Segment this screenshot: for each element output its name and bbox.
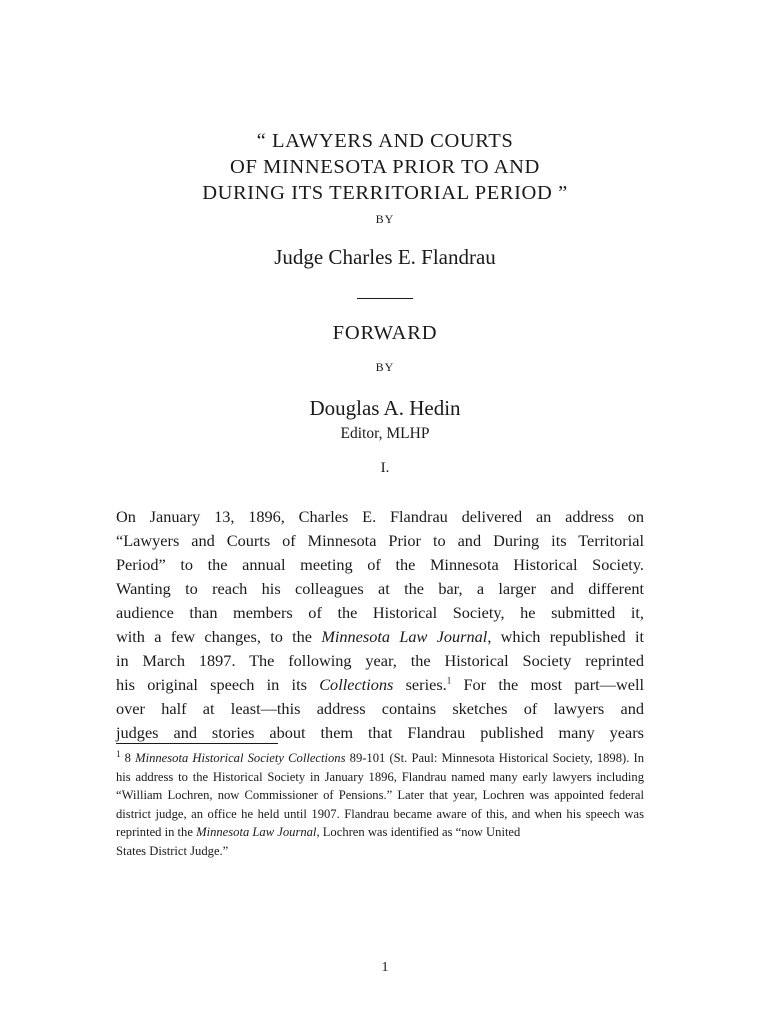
- author-name: Judge Charles E. Flandrau: [274, 245, 496, 269]
- title-line-3: DURING ITS TERRITORIAL PERIOD ”: [202, 182, 568, 204]
- body-line: [116, 673, 644, 697]
- journal-title: Minnesota Law Journal: [321, 627, 488, 646]
- body-text-run: with a few changes, to the: [116, 627, 322, 646]
- body-line: judges and stories about them that Flandrau published many years: [116, 723, 644, 742]
- body-line: “Lawyers and Courts of Minnesota Prior to and During its Territorial: [116, 531, 644, 550]
- body-text-run: For the most part—well: [451, 675, 645, 694]
- footnote-text-run: 89-101 (St. Paul: Minnesota Historical Society, 1898). In his address to the Historical Society in January 1896, Flandrau named many early lawyers including “William Lochren, now Commissioner of Pensions.” Later that year, Lochren was appointed federal district judge, an office he held until 1907. Flandrau became aware of this, and when his speech was reprinted in the: [116, 751, 645, 839]
- page-number: 1: [381, 960, 389, 975]
- body-paragraph: [116, 505, 644, 745]
- footnote-divider: [116, 743, 278, 744]
- footnote-journal-title: Minnesota Law Journal: [196, 825, 317, 839]
- footnote-citation-title: Minnesota Historical Society Collections: [135, 751, 346, 765]
- body-text-run: , which republished it: [487, 627, 645, 646]
- footnote-body: [116, 749, 644, 842]
- section-number: I.: [380, 460, 390, 476]
- title-line-1: “ LAWYERS AND COURTS: [256, 130, 514, 152]
- collections-title: Collections: [319, 675, 394, 694]
- footnote-text-run: 8: [120, 751, 136, 765]
- body-line: [116, 625, 644, 649]
- footnote-reference[interactable]: 1: [446, 675, 452, 686]
- title-divider: [357, 298, 413, 299]
- body-line: Wanting to reach his colleagues at the bar, a larger and different: [116, 579, 644, 598]
- footnote: [116, 749, 644, 860]
- footnote-text-run: , Lochren was identified as “now United: [316, 825, 521, 839]
- body-text-run: series.: [393, 675, 447, 694]
- body-text-run: his original speech in its: [116, 675, 320, 694]
- footnote-marker: 1: [116, 748, 121, 759]
- body-line: Period” to the annual meeting of the Minnesota Historical Society.: [116, 555, 644, 574]
- body-line: over half at least—this address contains sketches of lawyers and: [116, 699, 644, 718]
- by-label-author: BY: [375, 212, 395, 226]
- footnote-last-line: States District Judge.”: [116, 843, 229, 858]
- document-title: [0, 128, 770, 206]
- title-line-2: OF MINNESOTA PRIOR TO AND: [230, 156, 540, 178]
- body-line: in March 1897. The following year, the Historical Society reprinted: [116, 651, 644, 670]
- forward-heading: FORWARD: [332, 322, 438, 344]
- editor-role: Editor, MLHP: [340, 425, 430, 442]
- body-line: On January 13, 1896, Charles E. Flandrau delivered an address on: [116, 507, 644, 526]
- by-label-editor: BY: [375, 360, 395, 374]
- body-line: audience than members of the Historical Society, he submitted it,: [116, 603, 644, 622]
- editor-name: Douglas A. Hedin: [309, 396, 461, 420]
